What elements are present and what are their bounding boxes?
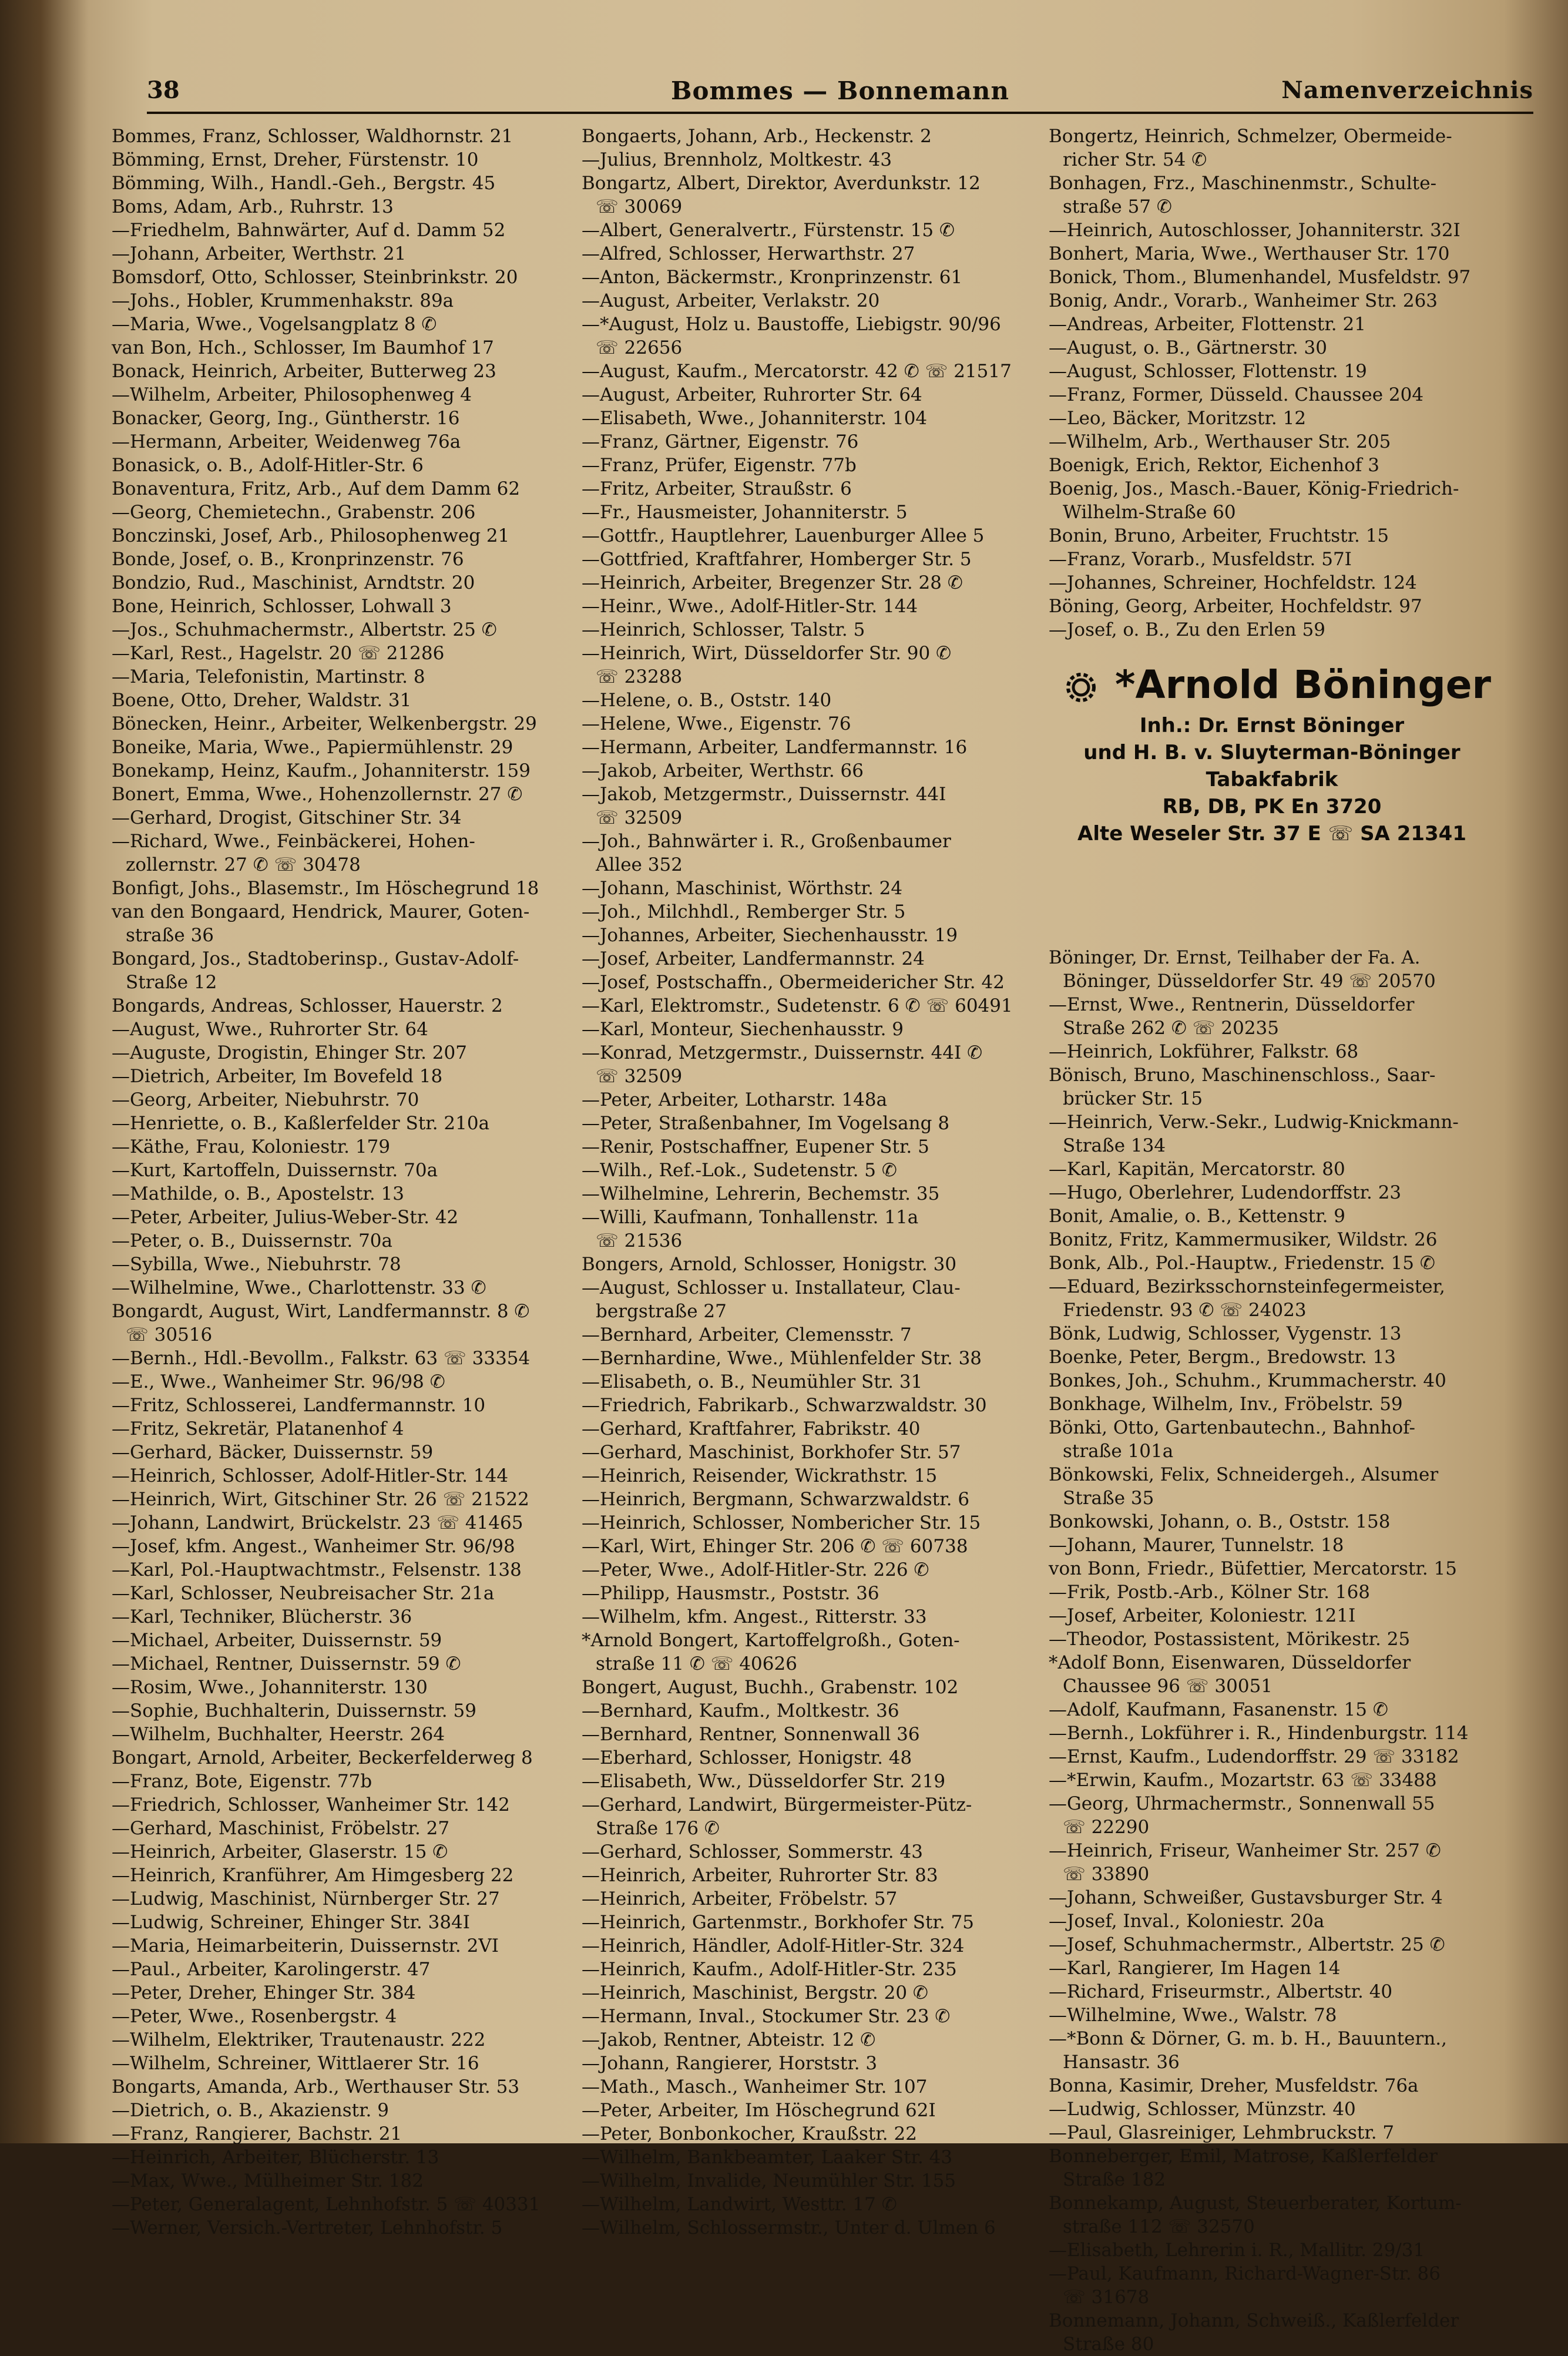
directory-entry-line: —Josef, kfm. Angest., Wanheimer Str. 96/98 xyxy=(112,1536,515,1557)
directory-entry-line: —Philipp, Hausmstr., Poststr. 36 xyxy=(582,1583,879,1604)
directory-entry-line: —Wilhelm, Elektriker, Trautenaustr. 222 xyxy=(112,2029,486,2050)
directory-entry-line: Bongart, Arnold, Arbeiter, Beckerfelderweg 8 xyxy=(112,1747,533,1768)
directory-entry-line: —Ludwig, Schreiner, Ehinger Str. 384I xyxy=(112,1912,471,1933)
directory-entry-line: Chaussee 96 ☏ 30051 xyxy=(1063,1676,1273,1697)
directory-entry-line: —Dietrich, o. B., Akazienstr. 9 xyxy=(112,2100,389,2121)
directory-entry-line: —Josef, Postschaffn., Obermeidericher Str. 42 xyxy=(582,972,1005,993)
directory-entry-line: Bonnemann, Johann, Schweiß., Kaßlerfelder xyxy=(1049,2310,1459,2331)
spacer xyxy=(1049,927,1495,946)
directory-entry-line: —Heinrich, Friseur, Wanheimer Str. 257 ✆ xyxy=(1049,1840,1441,1861)
directory-entry-line: —Heinrich, Wirt, Gitschiner Str. 26 ☏ 21522 xyxy=(112,1489,529,1510)
directory-entry-line: —Sophie, Buchhalterin, Duissernstr. 59 xyxy=(112,1700,476,1721)
directory-entry-line: Boene, Otto, Dreher, Waldstr. 31 xyxy=(112,690,412,711)
directory-entry-line: Boenigk, Erich, Rektor, Eichenhof 3 xyxy=(1049,455,1379,476)
directory-entry-line: —Ernst, Kaufm., Ludendorffstr. 29 ☏ 33182 xyxy=(1049,1746,1459,1767)
directory-entry-line: —Jakob, Arbeiter, Werthstr. 66 xyxy=(582,760,864,781)
directory-entry-line: Boms, Adam, Arb., Ruhrstr. 13 xyxy=(112,196,394,217)
directory-entry-line: —Peter, Bonbonkocher, Kraußstr. 22 xyxy=(582,2123,917,2144)
directory-entry-line: —Wilhelmine, Wwe., Walstr. 78 xyxy=(1049,2005,1337,2026)
directory-entry-line: —Josef, Inval., Koloniestr. 20a xyxy=(1049,1911,1325,1932)
directory-entry-line: —Albert, Generalvertr., Fürstenstr. 15 ✆ xyxy=(582,220,955,241)
directory-entry-line: —Heinrich, Bergmann, Schwarzwaldstr. 6 xyxy=(582,1489,970,1510)
directory-entry-line: —Wilhelm, Bankbeamter, Laaker Str. 43 xyxy=(582,2147,953,2168)
advertisement-boeninger xyxy=(1049,642,1495,927)
directory-entry-line: —Helene, o. B., Oststr. 140 xyxy=(582,690,832,711)
directory-entry-line: —Michael, Rentner, Duissernstr. 59 ✆ xyxy=(112,1653,461,1674)
advertisement-address: Alte Weseler Str. 37 E ☏ SA 21341 xyxy=(1077,822,1466,845)
directory-entry-line: straße 101a xyxy=(1063,1441,1174,1462)
directory-entry-line: bergstraße 27 xyxy=(596,1301,727,1322)
directory-entry-line: —Franz, Prüfer, Eigenstr. 77b xyxy=(582,455,857,476)
directory-entry-line: —Josef, Arbeiter, Landfermannstr. 24 xyxy=(582,948,925,969)
directory-entry-line: Straße 12 xyxy=(126,972,217,993)
directory-entry-line: —Gerhard, Drogist, Gitschiner Str. 34 xyxy=(112,807,462,828)
directory-entry-line: —Fritz, Sekretär, Platanenhof 4 xyxy=(112,1418,404,1439)
directory-entry-line: Bongardt, August, Wirt, Landfermannstr. 8 ✆ xyxy=(112,1301,530,1322)
directory-entry-line: Straße 35 xyxy=(1063,1488,1154,1509)
directory-entry-line: Böninger, Düsseldorfer Str. 49 ☏ 20570 xyxy=(1063,971,1436,992)
directory-entry-line: —Bernhard, Kaufm., Moltkestr. 36 xyxy=(582,1700,899,1721)
directory-entry-line: Bonitz, Fritz, Kammermusiker, Wildstr. 26 xyxy=(1049,1229,1438,1250)
directory-entry-line: Bongartz, Albert, Direktor, Averdunkstr. 12 xyxy=(582,173,981,194)
directory-entry-line: Hansastr. 36 xyxy=(1063,2052,1180,2073)
directory-entry-line: Bondzio, Rud., Maschinist, Arndtstr. 20 xyxy=(112,572,475,593)
directory-entry-line: Bongers, Arnold, Schlosser, Honigstr. 30 xyxy=(582,1254,957,1275)
directory-entry-line: Bonig, Andr., Vorarb., Wanheimer Str. 263 xyxy=(1049,290,1438,311)
directory-entry-line: —E., Wwe., Wanheimer Str. 96/98 ✆ xyxy=(112,1371,445,1392)
directory-entry-line: —Heinrich, Arbeiter, Fröbelstr. 57 xyxy=(582,1888,898,1909)
gear-icon xyxy=(1060,667,1102,708)
directory-entry-line: ☏ 30069 xyxy=(596,196,683,217)
directory-entry-line: Bonk, Alb., Pol.-Hauptw., Friedenstr. 15 ✆ xyxy=(1049,1253,1435,1274)
directory-entry-line: —Paul, Glasreiniger, Lehmbruckstr. 7 xyxy=(1049,2122,1395,2143)
advertisement-business: Tabakfabrik xyxy=(1206,768,1338,791)
directory-entry-line: Bonkhage, Wilhelm, Inv., Fröbelstr. 59 xyxy=(1049,1394,1403,1415)
directory-entry-line: —Heinrich, Gartenmstr., Borkhofer Str. 75 xyxy=(582,1912,975,1933)
directory-entry-line: —Leo, Bäcker, Moritzstr. 12 xyxy=(1049,408,1307,429)
directory-entry-line: —Peter, Dreher, Ehinger Str. 384 xyxy=(112,1982,416,2003)
directory-entry-line: —Maria, Wwe., Vogelsangplatz 8 ✆ xyxy=(112,314,437,335)
directory-entry-line: —August, Arbeiter, Verlakstr. 20 xyxy=(582,290,880,311)
directory-entry-line: —Johannes, Arbeiter, Siechenhausstr. 19 xyxy=(582,925,958,946)
directory-entry-line: —Fritz, Schlosserei, Landfermannstr. 10 xyxy=(112,1395,486,1416)
directory-entry-line: —Peter, Straßenbahner, Im Vogelsang 8 xyxy=(582,1113,950,1134)
directory-entry-line: straße 112 ☏ 32570 xyxy=(1063,2216,1255,2237)
directory-entry-line: Bonczinski, Josef, Arb., Philosophenweg 21 xyxy=(112,525,510,546)
directory-entry-line: —Peter, Arbeiter, Julius-Weber-Str. 42 xyxy=(112,1207,459,1228)
directory-entry-line: —Franz, Gärtner, Eigenstr. 76 xyxy=(582,431,859,452)
directory-entry-line: ☏ 31678 xyxy=(1063,2287,1150,2308)
directory-entry-line: Bönisch, Bruno, Maschinenschloss., Saar- xyxy=(1049,1065,1436,1086)
directory-entry-line: brücker Str. 15 xyxy=(1063,1088,1203,1109)
directory-entry-line: —Bernhard, Arbeiter, Clemensstr. 7 xyxy=(582,1324,912,1345)
directory-entry-line: ☏ 22290 xyxy=(1063,1817,1150,1838)
directory-entry-line: —Peter, Wwe., Rosenbergstr. 4 xyxy=(112,2006,397,2027)
directory-entry-line: —Wilhelm, Invalide, Neumühler Str. 155 xyxy=(582,2170,956,2191)
directory-entry-line: Bonkes, Joh., Schuhm., Krummacherstr. 40 xyxy=(1049,1370,1446,1391)
directory-entry-line: Boenke, Peter, Bergm., Bredowstr. 13 xyxy=(1049,1347,1396,1368)
directory-entry-line: —Hermann, Arbeiter, Weidenweg 76a xyxy=(112,431,461,452)
directory-entry-line: von Bonn, Friedr., Büfettier, Mercatorstr. 15 xyxy=(1049,1558,1457,1579)
directory-entry-line: —August, Kaufm., Mercatorstr. 42 ✆ ☏ 21517 xyxy=(582,361,1012,382)
directory-entry-line: —Wilh., Ref.-Lok., Sudetenstr. 5 ✆ xyxy=(582,1160,897,1181)
directory-entry-line: —Gerhard, Maschinist, Borkhofer Str. 57 xyxy=(582,1442,961,1463)
directory-entry-line: —Jakob, Rentner, Abteistr. 12 ✆ xyxy=(582,2029,876,2050)
directory-entry-line: Bonneberger, Emil, Matrose, Kaßlerfelder xyxy=(1049,2146,1438,2167)
directory-entry-line: —Friedhelm, Bahnwärter, Auf d. Damm 52 xyxy=(112,220,506,241)
directory-entry-line: —Heinrich, Arbeiter, Blücherstr. 13 xyxy=(112,2147,439,2168)
directory-entry-line: —Jos., Schuhmachermstr., Albertstr. 25 ✆ xyxy=(112,619,497,640)
directory-entry-line: —Karl, Rest., Hagelstr. 20 ☏ 21286 xyxy=(112,643,445,664)
directory-entry-line: Bonin, Bruno, Arbeiter, Fruchtstr. 15 xyxy=(1049,525,1389,546)
directory-entry-line: richer Str. 54 ✆ xyxy=(1063,149,1207,170)
directory-entry-line: —Georg, Uhrmachermstr., Sonnenwall 55 xyxy=(1049,1793,1435,1814)
directory-entry-line: Bonhagen, Frz., Maschinenmstr., Schulte- xyxy=(1049,173,1437,194)
directory-entry-line: —Heinrich, Kranführer, Am Himgesberg 22 xyxy=(112,1865,514,1886)
directory-entry-line: —Bernh., Lokführer i. R., Hindenburgstr. 114 xyxy=(1049,1723,1469,1744)
directory-entry-line: Boneike, Maria, Wwe., Papiermühlenstr. 29 xyxy=(112,737,513,758)
directory-entry-line: Bongaerts, Johann, Arb., Heckenstr. 2 xyxy=(582,126,932,147)
directory-entry-line: —Johann, Rangierer, Horststr. 3 xyxy=(582,2053,878,2074)
directory-entry-line: —August, Schlosser, Flottenstr. 19 xyxy=(1049,361,1367,382)
directory-entry-line: —Ludwig, Maschinist, Nürnberger Str. 27 xyxy=(112,1888,500,1909)
directory-entry-line: —Elisabeth, o. B., Neumühler Str. 31 xyxy=(582,1371,923,1392)
directory-entry-line: —Gerhard, Landwirt, Bürgermeister-Pütz- xyxy=(582,1794,972,1815)
directory-entry-line: Bömming, Wilh., Handl.-Geh., Bergstr. 45 xyxy=(112,173,496,194)
directory-entry-line: —Karl, Wirt, Ehinger Str. 206 ✆ ☏ 60738 xyxy=(582,1536,968,1557)
column-3 xyxy=(1049,125,1495,2356)
directory-entry-line: —Gerhard, Bäcker, Duissernstr. 59 xyxy=(112,1442,434,1463)
directory-entry-line: —Karl, Kapitän, Mercatorstr. 80 xyxy=(1049,1159,1345,1180)
directory-entry-line: ☏ 32509 xyxy=(596,1066,683,1087)
directory-entry-line: Bonacker, Georg, Ing., Güntherstr. 16 xyxy=(112,408,460,429)
directory-entry-line: —Franz, Former, Düsseld. Chaussee 204 xyxy=(1049,384,1424,405)
directory-entry-line: —Franz, Rangierer, Bachstr. 21 xyxy=(112,2123,402,2144)
directory-entry-line: —Johann, Landwirt, Brückelstr. 23 ☏ 41465 xyxy=(112,1512,523,1533)
directory-entry-line: —Josef, Schuhmachermstr., Albertstr. 25 ✆ xyxy=(1049,1934,1445,1955)
directory-entry-line: —Ludwig, Schlosser, Münzstr. 40 xyxy=(1049,2099,1356,2120)
directory-entry-line: —Wilhelm, Arbeiter, Philosophenweg 4 xyxy=(112,384,472,405)
directory-entry-line: —Heinrich, Arbeiter, Glaserstr. 15 ✆ xyxy=(112,1841,448,1862)
directory-entry-line: Bonick, Thom., Blumenhandel, Musfeldstr. 97 xyxy=(1049,267,1471,288)
directory-entry-line: Böning, Georg, Arbeiter, Hochfeldstr. 97 xyxy=(1049,596,1422,617)
directory-entry-line: ☏ 33890 xyxy=(1063,1864,1150,1885)
directory-entry-line: straße 57 ✆ xyxy=(1063,196,1172,217)
directory-entry-line: —Heinrich, Arbeiter, Ruhrorter Str. 83 xyxy=(582,1865,938,1886)
directory-entry-line: —*Bonn & Dörner, G. m. b. H., Bauuntern., xyxy=(1049,2028,1448,2049)
directory-entry-line: —Theodor, Postassistent, Mörikestr. 25 xyxy=(1049,1629,1411,1650)
directory-entry-line: —Frik, Postb.-Arb., Kölner Str. 168 xyxy=(1049,1582,1371,1603)
directory-entry-line: —Peter, Generalagent, Lehnhofstr. 5 ☏ 40331 xyxy=(112,2194,540,2215)
directory-entry-line: —Wilhelmine, Wwe., Charlottenstr. 33 ✆ xyxy=(112,1277,486,1298)
directory-entry-line: —Johann, Maschinist, Wörthstr. 24 xyxy=(582,878,903,899)
advertisement-co-owner: und H. B. v. Sluyterman-Böninger xyxy=(1083,741,1460,764)
directory-entry-line: ☏ 21536 xyxy=(596,1230,683,1251)
directory-entry-line: —Elisabeth, Ww., Düsseldorfer Str. 219 xyxy=(582,1771,946,1792)
directory-entry-line: —Jakob, Metzgermstr., Duissernstr. 44I xyxy=(582,784,946,805)
directory-entry-line: —Johann, Maurer, Tunnelstr. 18 xyxy=(1049,1535,1344,1556)
directory-entry-line: —Bernh., Hdl.-Bevollm., Falkstr. 63 ☏ 33354 xyxy=(112,1348,530,1369)
directory-entry-line: —Max, Wwe., Mülheimer Str. 182 xyxy=(112,2170,424,2191)
directory-entry-line: Bonhert, Maria, Wwe., Werthauser Str. 170 xyxy=(1049,243,1450,264)
directory-entry-line: —Heinrich, Maschinist, Bergstr. 20 ✆ xyxy=(582,1982,928,2003)
directory-entry-line: Bönk, Ludwig, Schlosser, Vygenstr. 13 xyxy=(1049,1323,1402,1344)
directory-entry-line: Bongert, August, Buchh., Grabenstr. 102 xyxy=(582,1677,959,1698)
directory-entry-line: —Maria, Heimarbeiterin, Duissernstr. 2VI xyxy=(112,1935,499,1956)
directory-entry-line: —Adolf, Kaufmann, Fasanenstr. 15 ✆ xyxy=(1049,1699,1388,1720)
advertisement-owner: Inh.: Dr. Ernst Böninger xyxy=(1139,714,1405,737)
directory-entry-line: —August, Wwe., Ruhrorter Str. 64 xyxy=(112,1019,428,1040)
directory-entry-line: —Peter, o. B., Duissernstr. 70a xyxy=(112,1230,393,1251)
directory-entry-line: Bönki, Otto, Gartenbautechn., Bahnhof- xyxy=(1049,1417,1415,1438)
directory-entry-line: —Helene, Wwe., Eigenstr. 76 xyxy=(582,713,851,734)
directory-entry-line: Bongards, Andreas, Schlosser, Hauerstr. 2 xyxy=(112,995,503,1016)
directory-entry-line: —Renir, Postschaffner, Eupener Str. 5 xyxy=(582,1136,929,1157)
directory-entry-line: Bongarts, Amanda, Arb., Werthauser Str. 53 xyxy=(112,2076,520,2097)
directory-entry-line: —Auguste, Drogistin, Ehinger Str. 207 xyxy=(112,1042,467,1063)
directory-entry-line: Straße 80 xyxy=(1063,2334,1154,2355)
directory-entry-line: —Eduard, Bezirksschornsteinfegermeister, xyxy=(1049,1276,1445,1297)
directory-entry-line: Böninger, Dr. Ernst, Teilhaber der Fa. A. xyxy=(1049,947,1421,968)
directory-entry-line: Wilhelm-Straße 60 xyxy=(1063,502,1236,523)
directory-entry-line: —Julius, Brennholz, Moltkestr. 43 xyxy=(582,149,892,170)
directory-entry-line: —Georg, Arbeiter, Niebuhrstr. 70 xyxy=(112,1089,419,1110)
directory-entry-line: —Joh., Milchhdl., Remberger Str. 5 xyxy=(582,901,906,922)
directory-entry-line: Bonekamp, Heinz, Kaufm., Johanniterstr. 159 xyxy=(112,760,530,781)
directory-entry-line: Friedenstr. 93 ✆ ☏ 24023 xyxy=(1063,1300,1307,1321)
directory-entry-line: Bonnekamp, August, Steuerberater, Kortum- xyxy=(1049,2193,1462,2214)
directory-entry-line: —Kurt, Kartoffeln, Duissernstr. 70a xyxy=(112,1160,438,1181)
directory-entry-line: —Fr., Hausmeister, Johanniterstr. 5 xyxy=(582,502,908,523)
column-2 xyxy=(582,125,1028,2240)
directory-entry-line: —Heinr., Wwe., Adolf-Hitler-Str. 144 xyxy=(582,596,918,617)
directory-entry-line: Bönecken, Heinr., Arbeiter, Welkenbergstr. 29 xyxy=(112,713,537,734)
directory-entry-line: Bonfigt, Johs., Blasemstr., Im Höschegrund 18 xyxy=(112,878,539,899)
directory-entry-line: —Wilhelm, Schlossermstr., Unter d. Ulmen 6 xyxy=(582,2217,996,2238)
directory-entry-line: —Rosim, Wwe., Johanniterstr. 130 xyxy=(112,1677,428,1698)
directory-entry-line: —Friedrich, Schlosser, Wanheimer Str. 142 xyxy=(112,1794,510,1815)
directory-entry-line: —Wilhelm, Landwirt, Westtr. 17 ✆ xyxy=(582,2194,897,2215)
directory-entry-line: *Adolf Bonn, Eisenwaren, Düsseldorfer xyxy=(1049,1652,1411,1673)
directory-entry-line: —Konrad, Metzgermstr., Duissernstr. 44I ✆ xyxy=(582,1042,983,1063)
directory-entry-line: —Elisabeth, Wwe., Johanniterstr. 104 xyxy=(582,408,928,429)
directory-entry-line: —Fritz, Arbeiter, Straußstr. 6 xyxy=(582,478,852,499)
directory-entry-line: —Käthe, Frau, Koloniestr. 179 xyxy=(112,1136,391,1157)
directory-entry-line: ☏ 30516 xyxy=(126,1324,213,1345)
directory-entry-line: —Gottfr., Hauptlehrer, Lauenburger Allee 5 xyxy=(582,525,985,546)
directory-entry-line: —Heinrich, Händler, Adolf-Hitler-Str. 324 xyxy=(582,1935,965,1956)
directory-entry-line: Bonasick, o. B., Adolf-Hitler-Str. 6 xyxy=(112,455,424,476)
directory-entry-line: van Bon, Hch., Schlosser, Im Baumhof 17 xyxy=(112,337,494,358)
directory-entry-line: Bonit, Amalie, o. B., Kettenstr. 9 xyxy=(1049,1206,1345,1227)
directory-entry-line: zollernstr. 27 ✆ ☏ 30478 xyxy=(126,854,361,875)
directory-entry-line: —Hermann, Inval., Stockumer Str. 23 ✆ xyxy=(582,2006,951,2027)
directory-entry-line: Bonna, Kasimir, Dreher, Musfeldstr. 76a xyxy=(1049,2075,1419,2096)
directory-entry-line: —Gerhard, Maschinist, Fröbelstr. 27 xyxy=(112,1818,450,1839)
directory-entry-line: —Dietrich, Arbeiter, Im Bovefeld 18 xyxy=(112,1066,443,1087)
directory-entry-line: —Karl, Techniker, Blücherstr. 36 xyxy=(112,1606,412,1627)
column-1 xyxy=(112,125,558,2240)
directory-entry-line: Allee 352 xyxy=(596,854,683,875)
directory-entry-line: ☏ 22656 xyxy=(596,337,683,358)
directory-entry-line: —Gerhard, Schlosser, Sommerstr. 43 xyxy=(582,1841,923,1862)
directory-entry-line: ☏ 23288 xyxy=(596,666,683,687)
directory-entry-line: Bonaventura, Fritz, Arb., Auf dem Damm 62 xyxy=(112,478,521,499)
directory-entry-line: —Franz, Bote, Eigenstr. 77b xyxy=(112,1771,372,1792)
directory-entry-line: —Georg, Chemietechn., Grabenstr. 206 xyxy=(112,502,476,523)
directory-entry-line: —Heinrich, Autoschlosser, Johanniterstr. 32I xyxy=(1049,220,1460,241)
directory-entry-line: Boenig, Jos., Masch.-Bauer, König-Friedrich- xyxy=(1049,478,1459,499)
directory-entry-line: —Math., Masch., Wanheimer Str. 107 xyxy=(582,2076,928,2097)
directory-entry-line: —Peter, Arbeiter, Lotharstr. 148a xyxy=(582,1089,888,1110)
directory-entry-line: —Elisabeth, Lehrerin i. R., Mallitr. 29/31 xyxy=(1049,2240,1425,2261)
advertisement-title: *Arnold Böninger xyxy=(1114,662,1492,707)
directory-entry-line: —Wilhelm, kfm. Angest., Ritterstr. 33 xyxy=(582,1606,927,1627)
directory-entry-line: —Maria, Telefonistin, Martinstr. 8 xyxy=(112,666,425,687)
directory-entry-line: —Hugo, Oberlehrer, Ludendorffstr. 23 xyxy=(1049,1182,1402,1203)
directory-entry-line: Bongertz, Heinrich, Schmelzer, Obermeide- xyxy=(1049,126,1452,147)
page-title: Bommes — Bonnemann xyxy=(670,76,1010,105)
directory-entry-line: —Heinrich, Schlosser, Talstr. 5 xyxy=(582,619,865,640)
directory-entry-line: Bommes, Franz, Schlosser, Waldhornstr. 21 xyxy=(112,126,513,147)
directory-entry-line: —Karl, Elektromstr., Sudetenstr. 6 ✆ ☏ 60491 xyxy=(582,995,1013,1016)
directory-entry-line: —August, Arbeiter, Ruhrorter Str. 64 xyxy=(582,384,922,405)
advertisement-bank: RB, DB, PK En 3720 xyxy=(1162,795,1382,818)
directory-entry-line: —Sybilla, Wwe., Niebuhrstr. 78 xyxy=(112,1254,401,1275)
directory-entry-line: Bömming, Ernst, Dreher, Fürstenstr. 10 xyxy=(112,149,479,170)
directory-entry-line: —Karl, Monteur, Siechenhausstr. 9 xyxy=(582,1019,904,1040)
directory-entry-line: —Friedrich, Fabrikarb., Schwarzwaldstr. 30 xyxy=(582,1395,987,1416)
directory-entry-line: —Johann, Schweißer, Gustavsburger Str. 4 xyxy=(1049,1887,1443,1908)
directory-entry-line: Straße 262 ✆ ☏ 20235 xyxy=(1063,1018,1279,1039)
directory-entry-line: Bonkowski, Johann, o. B., Oststr. 158 xyxy=(1049,1511,1391,1532)
directory-entry-line: —Johannes, Schreiner, Hochfeldstr. 124 xyxy=(1049,572,1417,593)
directory-entry-line: Straße 134 xyxy=(1063,1135,1166,1156)
directory-entry-line: —August, o. B., Gärtnerstr. 30 xyxy=(1049,337,1327,358)
directory-entry-line: —Richard, Wwe., Feinbäckerei, Hohen- xyxy=(112,831,475,852)
directory-entry-line: Straße 176 ✆ xyxy=(596,1818,720,1839)
directory-entry-line: Bomsdorf, Otto, Schlosser, Steinbrinkstr. 20 xyxy=(112,267,518,288)
directory-entry-line: straße 36 xyxy=(126,925,214,946)
directory-entry-line: —August, Schlosser u. Installateur, Clau- xyxy=(582,1277,961,1298)
directory-entry-line: —Wilhelm, Schreiner, Wittlaerer Str. 16 xyxy=(112,2053,479,2074)
directory-entry-line: Bonde, Josef, o. B., Kronprinzenstr. 76 xyxy=(112,549,464,570)
directory-entry-line: —Wilhelm, Buchhalter, Heerstr. 264 xyxy=(112,1724,445,1745)
section-title: Namenverzeichnis xyxy=(1281,76,1533,104)
directory-entry-line: —Bernhardine, Wwe., Mühlenfelder Str. 38 xyxy=(582,1348,982,1369)
directory-entry-line: —Johs., Hobler, Krummenhakstr. 89a xyxy=(112,290,454,311)
directory-entry-line: —Paul., Arbeiter, Karolingerstr. 47 xyxy=(112,1959,431,1980)
directory-entry-line: van den Bongaard, Hendrick, Maurer, Goten- xyxy=(112,901,530,922)
directory-entry-line: —Karl, Rangierer, Im Hagen 14 xyxy=(1049,1958,1341,1979)
directory-entry-line: —Eberhard, Schlosser, Honigstr. 48 xyxy=(582,1747,912,1768)
directory-entry-line: —Josef, Arbeiter, Koloniestr. 121I xyxy=(1049,1605,1356,1626)
directory-entry-line: —Heinrich, Schlosser, Nombericher Str. 15 xyxy=(582,1512,981,1533)
directory-entry-line: —Anton, Bäckermstr., Kronprinzenstr. 61 xyxy=(582,267,963,288)
directory-entry-line: Bongard, Jos., Stadtoberinsp., Gustav-Adolf- xyxy=(112,948,519,969)
directory-entry-line: —Johann, Arbeiter, Werthstr. 21 xyxy=(112,243,407,264)
directory-entry-line: —Hermann, Arbeiter, Landfermannstr. 16 xyxy=(582,737,968,758)
directory-entry-line: —Mathilde, o. B., Apostelstr. 13 xyxy=(112,1183,404,1204)
directory-entry-line: —Henriette, o. B., Kaßlerfelder Str. 210a xyxy=(112,1113,490,1134)
directory-entry-line: —Bernhard, Rentner, Sonnenwall 36 xyxy=(582,1724,920,1745)
page-number: 38 xyxy=(147,76,180,104)
directory-entry-line: —Heinrich, Reisender, Wickrathstr. 15 xyxy=(582,1465,938,1486)
directory-entry-line: —Ernst, Wwe., Rentnerin, Düsseldorfer xyxy=(1049,994,1415,1015)
directory-entry-line: Straße 182 xyxy=(1063,2169,1166,2190)
directory-entry-line: —Gottfried, Kraftfahrer, Homberger Str. 5 xyxy=(582,549,972,570)
directory-entry-line: —Karl, Pol.-Hauptwachtmstr., Felsenstr. 138 xyxy=(112,1559,522,1580)
directory-entry-line: —Heinrich, Kaufm., Adolf-Hitler-Str. 235 xyxy=(582,1959,957,1980)
directory-entry-line: —Heinrich, Wirt, Düsseldorfer Str. 90 ✆ xyxy=(582,643,952,664)
directory-entry-line: —Heinrich, Schlosser, Adolf-Hitler-Str. 144 xyxy=(112,1465,509,1486)
directory-entry-line: straße 11 ✆ ☏ 40626 xyxy=(596,1653,797,1674)
directory-entry-line: —Heinrich, Lokführer, Falkstr. 68 xyxy=(1049,1041,1359,1062)
directory-entry-line: —Josef, o. B., Zu den Erlen 59 xyxy=(1049,619,1325,640)
directory-entry-line: ☏ 32509 xyxy=(596,807,683,828)
directory-entry-line: —Wilhelmine, Lehrerin, Bechemstr. 35 xyxy=(582,1183,940,1204)
directory-entry-line: —Alfred, Schlosser, Herwarthstr. 27 xyxy=(582,243,915,264)
directory-entry-line: —*August, Holz u. Baustoffe, Liebigstr. 90/96 xyxy=(582,314,1001,335)
directory-entry-line: —Heinrich, Arbeiter, Bregenzer Str. 28 ✆ xyxy=(582,572,963,593)
directory-entry-line: —Gerhard, Kraftfahrer, Fabrikstr. 40 xyxy=(582,1418,921,1439)
directory-entry-line: —Franz, Vorarb., Musfeldstr. 57I xyxy=(1049,549,1352,570)
directory-entry-line: —Werner, Versich.-Vertreter, Lehnhofstr. 5 xyxy=(112,2217,503,2238)
directory-entry-line: —Joh., Bahnwärter i. R., Großenbaumer xyxy=(582,831,951,852)
page-header xyxy=(147,76,1533,114)
directory-entry-line: —Paul, Kaufmann, Richard-Wagner-Str. 86 xyxy=(1049,2263,1441,2284)
directory-entry-line: Bönkowski, Felix, Schneidergeh., Alsumer xyxy=(1049,1464,1439,1485)
directory-entry-line: —Heinrich, Verw.-Sekr., Ludwig-Knickmann- xyxy=(1049,1112,1459,1133)
directory-entry-line: —Wilhelm, Arb., Werthauser Str. 205 xyxy=(1049,431,1391,452)
directory-entry-line: Bonack, Heinrich, Arbeiter, Butterweg 23 xyxy=(112,361,496,382)
directory-entry-line: —Peter, Wwe., Adolf-Hitler-Str. 226 ✆ xyxy=(582,1559,929,1580)
directory-entry-line: —*Erwin, Kaufm., Mozartstr. 63 ☏ 33488 xyxy=(1049,1770,1437,1791)
directory-entry-line: *Arnold Bongert, Kartoffelgroßh., Goten- xyxy=(582,1630,960,1651)
directory-entry-line: —Karl, Schlosser, Neubreisacher Str. 21a xyxy=(112,1583,495,1604)
directory-entry-line: —Richard, Friseurmstr., Albertstr. 40 xyxy=(1049,1981,1393,2002)
directory-entry-line: Bonert, Emma, Wwe., Hohenzollernstr. 27 ✆ xyxy=(112,784,523,805)
directory-entry-line: —Andreas, Arbeiter, Flottenstr. 21 xyxy=(1049,314,1366,335)
directory-entry-line: Bone, Heinrich, Schlosser, Lohwall 3 xyxy=(112,596,452,617)
directory-entry-line: —Peter, Arbeiter, Im Höschegrund 62I xyxy=(582,2100,936,2121)
directory-entry-line: —Willi, Kaufmann, Tonhallenstr. 11a xyxy=(582,1207,919,1228)
directory-entry-line: —Michael, Arbeiter, Duissernstr. 59 xyxy=(112,1630,442,1651)
